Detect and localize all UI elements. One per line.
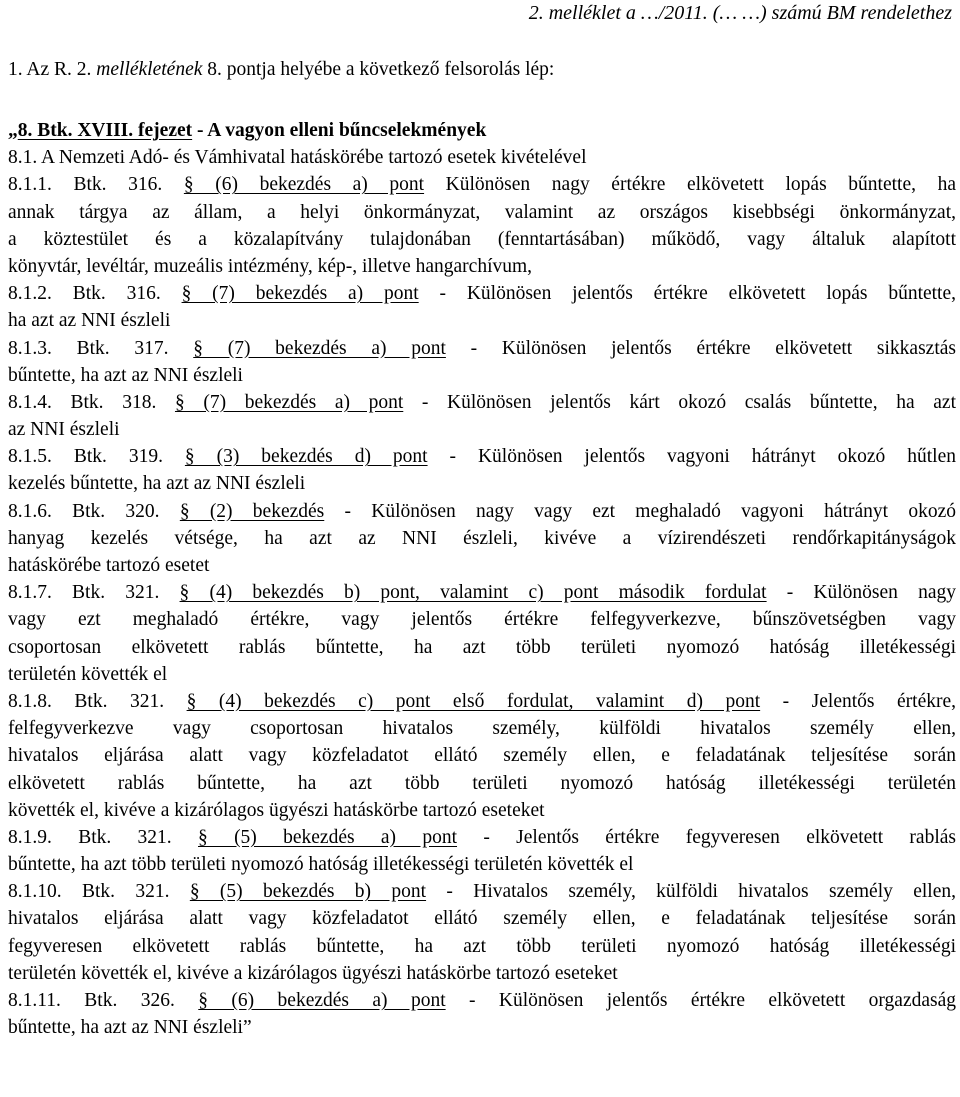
item-8-1-4-line-1 bbox=[8, 389, 956, 416]
chapter-ref-link[interactable]: 8. Btk. XVIII. fejezet bbox=[17, 120, 193, 141]
item-8-1-1-line-2: annak tárgya az állam, a helyi önkormányzat, valamint az országos kisebbségi önkormányzat, bbox=[8, 201, 956, 223]
intro-suffix: 8. pontja helyébe a következő felsorolás lép: bbox=[202, 59, 555, 80]
item-ref-link[interactable]: § (6) bekezdés a) pont bbox=[183, 174, 425, 196]
section-heading: 8.1. A Nemzeti Adó- és Vámhivatal hatáskörébe tartozó esetek kivételével bbox=[8, 147, 587, 169]
item-ref-link[interactable]: § (5) bekezdés a) pont bbox=[198, 826, 458, 848]
item-8-1-5-line-1 bbox=[8, 443, 956, 470]
item-text: - Különösen jelentős vagyoni hátrányt okozó hűtlen bbox=[427, 446, 956, 468]
item-text: - Különösen jelentős értékre elkövetett orgazdaság bbox=[445, 990, 957, 1011]
item-ref-link[interactable]: § (7) bekezdés a) pont bbox=[174, 391, 404, 413]
item-8-1-10-line-3: fegyveresen elkövetett rablás bűntette, ha azt több területi nyomozó hatóság illetékességi bbox=[8, 935, 956, 957]
item-text: - Jelentős értékre, bbox=[760, 690, 956, 712]
item-8-1-7-line-3: csoportosan elkövetett rablás bűntette, ha azt több területi nyomozó hatóság illetékességi bbox=[8, 636, 956, 658]
item-number: 8.1.11. Btk. 326. bbox=[8, 990, 199, 1011]
item-8-1-1-line-1 bbox=[8, 171, 956, 198]
item-8-1-8-line-1 bbox=[8, 688, 956, 715]
item-8-1-8-line-5: követték el, kivéve a kizárólagos ügyészi hatáskörbe tartozó eseteket bbox=[8, 799, 545, 821]
item-8-1-7-line-4: területén követték el bbox=[8, 663, 168, 685]
item-8-1-7-line-2: vagy ezt meghaladó értékre, vagy jelentős értékre felfegyverkezve, bűnszövetségben vagy bbox=[8, 609, 956, 631]
item-8-1-1-line-3: a köztestület és a közalapítvány tulajdonában (fenntartásában) működő, vagy általuk alapított bbox=[8, 228, 956, 250]
intro-annex-ref: mellékletének bbox=[96, 59, 203, 80]
item-8-1-10-line-2: hivatalos eljárása alatt vagy közfeladatot ellátó személy ellen, e feladatának teljesítése során bbox=[8, 908, 956, 930]
item-number: 8.1.10. Btk. 321. bbox=[8, 881, 190, 903]
item-8-1-9-line-1 bbox=[8, 824, 956, 851]
item-8-1-1-line-4: könyvtár, levéltár, muzeális intézmény, kép-, illetve hangarchívum, bbox=[8, 255, 533, 277]
item-number: 8.1.6. Btk. 320. bbox=[8, 500, 180, 522]
item-8-1-9-line-2: bűntette, ha azt több területi nyomozó hatóság illetékességi területén követték el bbox=[8, 854, 634, 876]
item-8-1-8-line-2: felfegyverkezve vagy csoportosan hivatalos személy, külföldi hivatalos személy ellen, bbox=[8, 718, 956, 740]
item-8-1-11-line-2: bűntette, ha azt az NNI észleli” bbox=[8, 1017, 252, 1039]
item-text: - Különösen nagy bbox=[766, 582, 956, 604]
annex-header: 2. melléklet a …/2011. (… …) számú BM rendelethez bbox=[528, 2, 952, 24]
item-8-1-3-line-1 bbox=[8, 335, 956, 362]
intro-prefix: 1. Az R. 2. bbox=[8, 59, 97, 80]
chapter-title: - A vagyon elleni bűncselekmények bbox=[192, 120, 487, 141]
item-text: - Különösen jelentős kárt okozó csalás bűntette, ha azt bbox=[403, 391, 956, 413]
item-ref-link[interactable]: § (2) bekezdés bbox=[179, 500, 325, 522]
item-text: - Különösen jelentős értékre elkövetett lopás bűntette, bbox=[418, 283, 957, 305]
item-text: - Különösen nagy vagy ezt meghaladó vagyoni hátrányt okozó bbox=[324, 500, 956, 522]
item-8-1-10-line-4: területén követték el, kivéve a kizárólagos ügyészi hatáskörbe tartozó eseteket bbox=[8, 962, 618, 984]
item-8-1-2-line-2: ha azt az NNI észleli bbox=[8, 310, 171, 332]
item-ref-link[interactable]: § (7) bekezdés a) pont bbox=[193, 337, 446, 359]
item-8-1-10-line-1 bbox=[8, 878, 956, 905]
item-8-1-8-line-3: hivatalos eljárása alatt vagy közfeladatot ellátó személy ellen, e feladatának teljesítése során bbox=[8, 745, 956, 767]
item-8-1-3-line-2: bűntette, ha azt az NNI észleli bbox=[8, 364, 243, 386]
item-ref-link[interactable]: § (6) bekezdés a) pont bbox=[198, 990, 446, 1011]
item-number: 8.1.8. Btk. 321. bbox=[8, 690, 187, 712]
item-ref-link[interactable]: § (4) bekezdés b) pont, valamint c) pont második fordulat bbox=[179, 582, 767, 604]
item-8-1-11-line-1 bbox=[8, 987, 956, 1014]
item-number: 8.1.4. Btk. 318. bbox=[8, 391, 175, 413]
amendment-text bbox=[8, 117, 956, 1041]
item-8-1-6-line-2: hanyag kezelés vétsége, ha azt az NNI észleli, kivéve a vízirendészeti rendőrkapitányságok bbox=[8, 527, 956, 549]
item-text: - Hivatalos személy, külföldi hivatalos személy ellen, bbox=[426, 881, 956, 903]
item-ref-link[interactable]: § (7) bekezdés a) pont bbox=[181, 283, 419, 305]
item-number: 8.1.9. Btk. 321. bbox=[8, 826, 198, 848]
item-text: - Jelentős értékre fegyveresen elkövetett rablás bbox=[457, 826, 956, 848]
item-ref-link[interactable]: § (3) bekezdés d) pont bbox=[184, 446, 428, 468]
item-text: - Különösen jelentős értékre elkövetett sikkasztás bbox=[445, 337, 956, 359]
item-ref-link[interactable]: § (4) bekezdés c) pont első fordulat, valamint d) pont bbox=[186, 690, 761, 712]
chapter-heading bbox=[8, 117, 956, 144]
item-8-1-7-line-1 bbox=[8, 579, 956, 606]
item-8-1-6-line-1 bbox=[8, 498, 956, 525]
opening-quote: „ bbox=[8, 120, 18, 141]
intro-paragraph bbox=[8, 59, 554, 81]
item-ref-link[interactable]: § (5) bekezdés b) pont bbox=[189, 881, 427, 903]
item-8-1-6-line-3: hatáskörébe tartozó esetet bbox=[8, 555, 210, 576]
item-number: 8.1.3. Btk. 317. bbox=[8, 337, 194, 359]
item-number: 8.1.5. Btk. 319. bbox=[8, 446, 185, 468]
item-text: Különösen nagy értékre elkövetett lopás bűntette, ha bbox=[424, 174, 956, 196]
item-8-1-5-line-2: kezelés bűntette, ha azt az NNI észleli bbox=[8, 473, 306, 495]
item-number: 8.1.2. Btk. 316. bbox=[8, 283, 182, 305]
item-8-1-2-line-1 bbox=[8, 280, 956, 307]
item-number: 8.1.1. Btk. 316. bbox=[8, 174, 184, 196]
item-8-1-8-line-4: elkövetett rablás bűntette, ha azt több területi nyomozó hatóság illetékességi területén bbox=[8, 772, 956, 794]
item-number: 8.1.7. Btk. 321. bbox=[8, 582, 180, 604]
item-8-1-4-line-2: az NNI észleli bbox=[8, 419, 120, 441]
